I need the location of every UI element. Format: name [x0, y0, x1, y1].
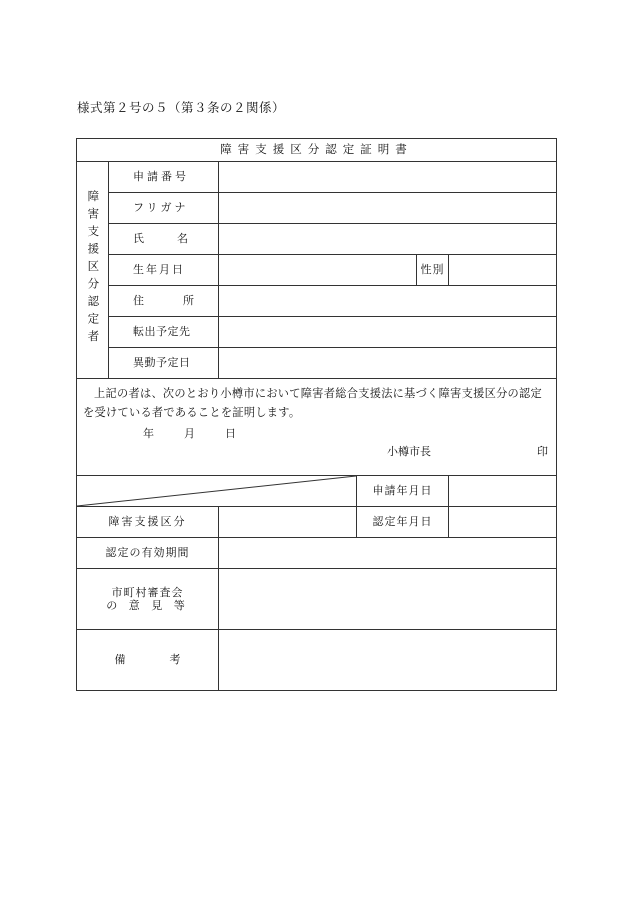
declaration-text: 上記の者は、次のとおり小樽市において障害者総合支援法に基づく障害支援区分の認定を受けている者であることを証明します。: [83, 387, 543, 419]
council-opinion-line2: の 意 見 等: [106, 599, 189, 612]
certification-date-field[interactable]: [449, 507, 557, 538]
name-label: [109, 224, 219, 255]
validity-period-field[interactable]: [219, 538, 557, 569]
council-opinion-line1: 市町村審査会: [111, 585, 184, 599]
certified-person-label: 障害支援区分認定者: [86, 189, 101, 348]
address-label-2: 所: [183, 294, 197, 308]
furigana-label: フリガナ: [109, 193, 219, 224]
application-number-label: 申請番号: [109, 162, 219, 193]
remarks-label-2: 考: [169, 653, 181, 667]
sex-field[interactable]: [449, 255, 557, 286]
address-label-1: 住: [133, 294, 147, 308]
support-category-field[interactable]: [219, 507, 357, 538]
remarks-field[interactable]: [219, 630, 557, 691]
certificate-table: [76, 138, 557, 691]
address-field[interactable]: [219, 286, 557, 317]
seal-mark: 印: [537, 445, 548, 458]
birthdate-field[interactable]: [219, 255, 417, 286]
issue-day: 日: [225, 427, 236, 440]
certified-person-header: [77, 162, 109, 379]
name-label-1: 氏: [133, 232, 147, 246]
application-number-field[interactable]: [219, 162, 557, 193]
issue-year: 年: [143, 427, 154, 440]
name-field[interactable]: [219, 224, 557, 255]
application-date-label: 申請年月日: [357, 476, 449, 507]
support-category-label: 障害支援区分: [77, 507, 219, 538]
furigana-field[interactable]: [219, 193, 557, 224]
form-reference: 様式第２号の５（第３条の２関係）: [77, 100, 286, 115]
issue-date: [143, 427, 266, 440]
sex-label: 性別: [417, 255, 449, 286]
birthdate-label: 生年月日: [109, 255, 219, 286]
remarks-label-1: 備: [114, 653, 126, 667]
certificate-title: 障害支援区分認定証明書: [77, 139, 557, 162]
council-opinion-label: [77, 569, 219, 630]
issuer-name: 小樽市長: [387, 445, 431, 458]
name-label-2: 名: [177, 232, 191, 246]
application-date-field[interactable]: [449, 476, 557, 507]
transfer-destination-field[interactable]: [219, 317, 557, 348]
diagonal-line: [77, 476, 356, 506]
transfer-destination-label: 転出予定先: [109, 317, 219, 348]
blank-diagonal-cell: [77, 476, 357, 507]
council-opinion-field[interactable]: [219, 569, 557, 630]
issue-month: 月: [184, 427, 195, 440]
move-date-label: 異動予定日: [109, 348, 219, 379]
certification-date-label: 認定年月日: [357, 507, 449, 538]
address-label: [109, 286, 219, 317]
move-date-field[interactable]: [219, 348, 557, 379]
remarks-label: [77, 630, 219, 691]
validity-period-label: 認定の有効期間: [77, 538, 219, 569]
declaration-block: [77, 379, 557, 476]
